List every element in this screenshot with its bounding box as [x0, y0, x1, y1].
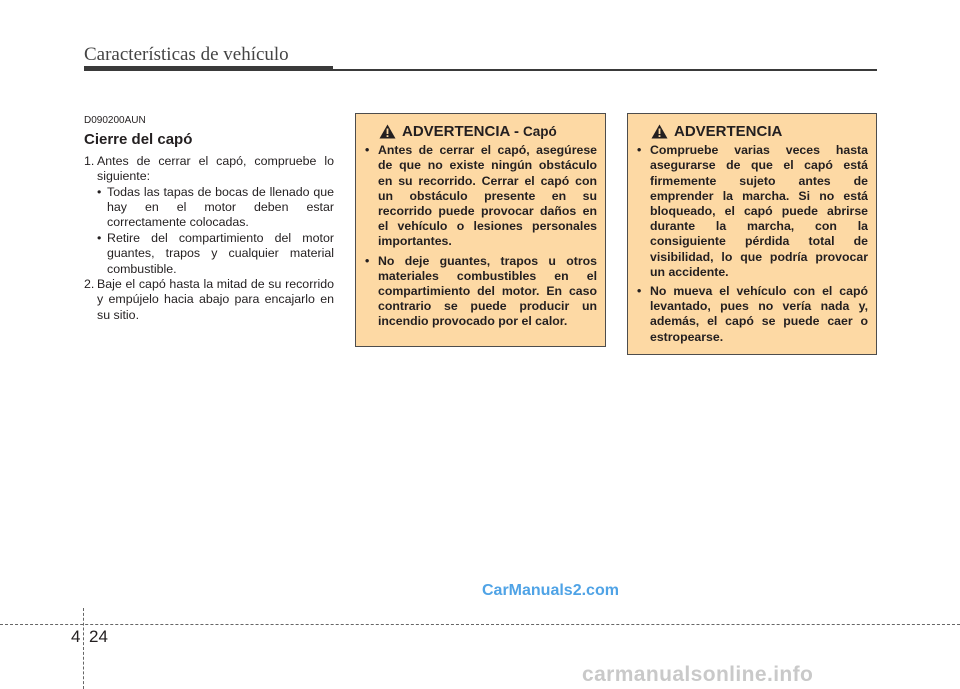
footer-divider: [0, 624, 960, 625]
section-title: Características de vehículo: [84, 44, 289, 65]
warning-item: [365, 143, 597, 249]
warning-item-text: No deje guantes, trapos u otros materiales combustibles en el compartimiento del motor. En caso contrario se puede producir un incendio provocado por el calor.: [378, 253, 597, 329]
warning-box-general: [627, 113, 877, 355]
check-text: Todas las tapas de bocas de llenado que hay en el motor deben estar correctamente colocadas.: [107, 184, 334, 230]
step-number: 2.: [84, 277, 95, 292]
site-watermark: carmanualsonline.info: [582, 663, 814, 686]
header-rule-thin: [333, 69, 877, 71]
warning-title: ADVERTENCIA: [674, 123, 783, 140]
warning-item-text: No mueva el vehículo con el capó levantado, pues no vería nada y, además, el capó se puede caer o estropearse.: [650, 284, 868, 344]
procedure-title: Cierre del capó: [84, 131, 193, 149]
chapter-number: 4: [71, 627, 81, 646]
check-item: [97, 231, 334, 277]
page-number-divider: [83, 608, 84, 689]
bullet-icon: •: [97, 230, 102, 245]
warning-item: [365, 254, 597, 330]
bullet-icon: •: [97, 184, 102, 199]
bullet-icon: •: [637, 284, 642, 299]
page-number: 24: [89, 627, 108, 646]
check-text: Retire del compartimiento del motor guantes, trapos y cualquier material combustible.: [107, 230, 334, 276]
step-text: Antes de cerrar el capó, compruebe lo siguiente:: [97, 153, 334, 184]
warning-item-text: Compruebe varias veces hasta asegurarse de que el capó está firmemente sujeto antes de emprender la marcha. Si no está bloqueado, el capó puede abrirse durante la marcha, con la consiguiente pérdida total de visibilidad, lo que podría provocar un accidente.: [650, 143, 868, 279]
warning-triangle-icon: [379, 124, 396, 139]
warning-subtitle: Capó: [522, 124, 557, 139]
check-item: [97, 185, 334, 231]
warning-title: ADVERTENCIA -: [402, 123, 519, 140]
step-2: [84, 277, 334, 323]
warning-item: [637, 143, 868, 280]
step-text: Baje el capó hasta la mitad de su recorrido y empújelo hacia abajo para encajarlo en su sitio.: [97, 277, 334, 322]
warning-header: [651, 124, 868, 139]
warning-item-text: Antes de cerrar el capó, asegúrese de que no existe ningún obstáculo en su recorrido. Cerrar el capó con un obstáculo presente en su recorrido puede provocar daños en el vehículo o lesiones personales importantes.: [378, 143, 597, 249]
header-rule-thick: [84, 66, 333, 71]
watermark-link[interactable]: CarManuals2.com: [482, 582, 619, 599]
warning-triangle-icon: [651, 124, 668, 139]
step-1: [84, 154, 334, 185]
warning-item: [637, 284, 868, 345]
warning-header: [379, 124, 597, 139]
warning-box-hood: [355, 113, 606, 347]
bullet-icon: •: [365, 253, 370, 268]
procedure-code: D090200AUN: [84, 115, 146, 126]
bullet-icon: •: [365, 143, 370, 158]
bullet-icon: •: [637, 143, 642, 158]
procedure-column: [84, 113, 334, 323]
step-number: 1.: [84, 153, 95, 168]
